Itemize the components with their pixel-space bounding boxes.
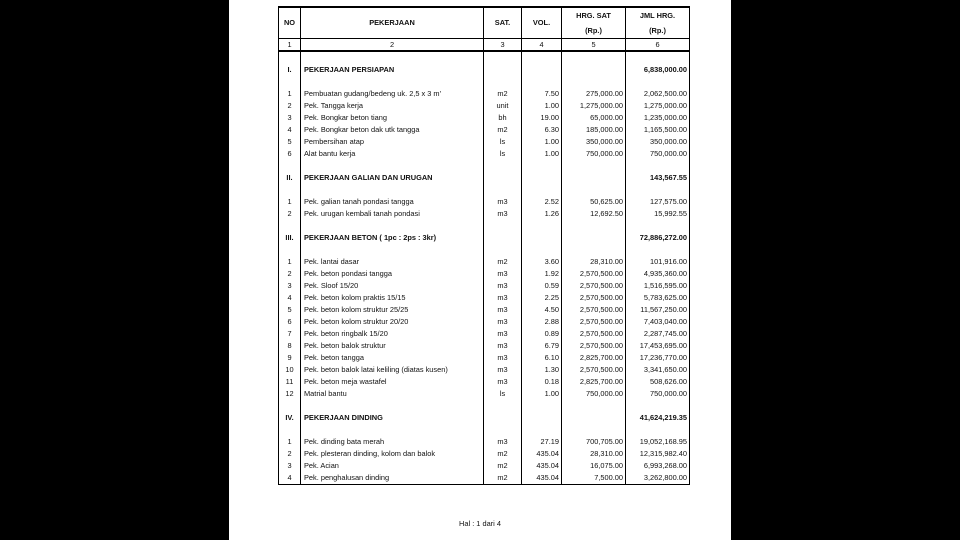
empty-cell [562,160,626,172]
empty-cell [626,244,690,256]
spacer-row [279,76,690,88]
col-number: 6 [626,39,690,52]
page-footer: Hal : 1 dari 4 [459,519,501,528]
item-amount: 350,000.00 [626,136,690,148]
empty-cell [522,220,562,232]
empty-cell [279,160,301,172]
table-row [279,328,690,340]
empty-cell [562,172,626,184]
item-volume: 1.00 [522,148,562,160]
item-amount: 17,453,695.00 [626,340,690,352]
item-name: Pek. lantai dasar [301,256,484,268]
document-page [229,0,731,540]
item-volume: 6.10 [522,352,562,364]
table-header-row [279,7,690,39]
item-amount: 750,000.00 [626,148,690,160]
item-unit-price: 28,310.00 [562,448,626,460]
item-unit-price: 2,570,500.00 [562,316,626,328]
table-row [279,124,690,136]
item-amount: 1,235,000.00 [626,112,690,124]
section-total: 143,567.55 [626,172,690,184]
item-number: 1 [279,436,301,448]
empty-cell [522,412,562,424]
section-title: PEKERJAAN GALIAN DAN URUGAN [301,172,484,184]
empty-cell [301,220,484,232]
item-number: 5 [279,304,301,316]
item-name: Pek. beton ringbalk 15/20 [301,328,484,340]
item-name: Pek. plesteran dinding, kolom dan balok [301,448,484,460]
empty-cell [626,184,690,196]
table-row [279,208,690,220]
empty-cell [484,232,522,244]
item-name: Pek. Sloof 15/20 [301,280,484,292]
item-unit: m3 [484,280,522,292]
empty-cell [626,51,690,64]
empty-cell [562,184,626,196]
item-number: 4 [279,292,301,304]
empty-cell [301,184,484,196]
item-amount: 7,403,040.00 [626,316,690,328]
item-unit-price: 28,310.00 [562,256,626,268]
empty-cell [522,160,562,172]
empty-cell [484,172,522,184]
header-hrg-sat-label: HRG. SAT [576,11,611,20]
item-volume: 4.50 [522,304,562,316]
header-jml-hrg-label: JML HRG. [639,11,676,20]
table-row [279,436,690,448]
item-unit: m3 [484,196,522,208]
item-unit-price: 275,000.00 [562,88,626,100]
empty-cell [484,64,522,76]
col-number: 3 [484,39,522,52]
header-jml-hrg [626,7,690,39]
item-name: Pek. penghalusan dinding [301,472,484,485]
empty-cell [279,400,301,412]
item-number: 7 [279,328,301,340]
item-unit: m2 [484,124,522,136]
item-unit: m2 [484,256,522,268]
item-name: Pek. beton pondasi tangga [301,268,484,280]
col-number: 5 [562,39,626,52]
cost-table [278,6,690,485]
spacer-row [279,184,690,196]
section-title: PEKERJAAN PERSIAPAN [301,64,484,76]
item-amount: 2,287,745.00 [626,328,690,340]
item-unit-price: 7,500.00 [562,472,626,485]
empty-cell [522,76,562,88]
item-amount: 6,993,268.00 [626,460,690,472]
table-row [279,304,690,316]
item-amount: 101,916.00 [626,256,690,268]
item-unit-price: 185,000.00 [562,124,626,136]
item-volume: 1.26 [522,208,562,220]
table-body [279,51,690,485]
item-unit: unit [484,100,522,112]
table-row [279,136,690,148]
item-number: 2 [279,208,301,220]
item-volume: 2.25 [522,292,562,304]
item-amount: 4,935,360.00 [626,268,690,280]
item-unit: m3 [484,364,522,376]
empty-cell [279,244,301,256]
empty-cell [562,232,626,244]
item-volume: 435.04 [522,448,562,460]
item-unit: m3 [484,268,522,280]
table-row [279,316,690,328]
item-number: 5 [279,136,301,148]
item-amount: 11,567,250.00 [626,304,690,316]
item-volume: 3.60 [522,256,562,268]
item-volume: 435.04 [522,460,562,472]
table-row [279,268,690,280]
item-number: 1 [279,256,301,268]
empty-cell [626,424,690,436]
item-number: 3 [279,280,301,292]
table-row [279,88,690,100]
item-unit-price: 16,075.00 [562,460,626,472]
empty-cell [626,160,690,172]
table-row [279,100,690,112]
table-row [279,340,690,352]
item-volume: 7.50 [522,88,562,100]
item-name: Pek. Tangga kerja [301,100,484,112]
item-amount: 1,275,000.00 [626,100,690,112]
item-volume: 0.89 [522,328,562,340]
item-unit-price: 2,570,500.00 [562,364,626,376]
table-row [279,280,690,292]
item-number: 8 [279,340,301,352]
section-number: I. [279,64,301,76]
empty-cell [522,232,562,244]
item-unit: m3 [484,328,522,340]
item-unit: m3 [484,292,522,304]
empty-cell [562,400,626,412]
empty-cell [484,244,522,256]
item-name: Pek. Acian [301,460,484,472]
section-number: III. [279,232,301,244]
table-row [279,196,690,208]
item-unit: ls [484,388,522,400]
item-unit-price: 2,570,500.00 [562,268,626,280]
empty-cell [522,64,562,76]
col-number: 4 [522,39,562,52]
item-unit-price: 2,570,500.00 [562,328,626,340]
item-unit-price: 2,570,500.00 [562,304,626,316]
item-number: 3 [279,112,301,124]
header-jml-hrg-unit: (Rp.) [649,26,666,35]
item-unit-price: 50,625.00 [562,196,626,208]
section-total: 6,838,000.00 [626,64,690,76]
header-hrg-sat-unit: (Rp.) [585,26,602,35]
empty-cell [279,76,301,88]
item-number: 3 [279,460,301,472]
item-amount: 15,992.55 [626,208,690,220]
item-unit-price: 750,000.00 [562,388,626,400]
item-name: Pembuatan gudang/bedeng uk. 2,5 x 3 m' [301,88,484,100]
item-name: Matrial bantu [301,388,484,400]
empty-cell [522,172,562,184]
item-number: 2 [279,100,301,112]
empty-cell [301,51,484,64]
spacer-row [279,160,690,172]
item-amount: 12,315,982.40 [626,448,690,460]
item-amount: 3,341,650.00 [626,364,690,376]
empty-cell [562,244,626,256]
section-number: IV. [279,412,301,424]
table-row [279,472,690,485]
item-name: Pek. beton tangga [301,352,484,364]
item-name: Pembersihan atap [301,136,484,148]
empty-cell [562,51,626,64]
item-amount: 1,516,595.00 [626,280,690,292]
empty-cell [522,244,562,256]
item-name: Pek. dinding bata merah [301,436,484,448]
section-total: 41,624,219.35 [626,412,690,424]
item-volume: 0.59 [522,280,562,292]
empty-cell [301,244,484,256]
item-unit: bh [484,112,522,124]
empty-cell [626,76,690,88]
item-volume: 19.00 [522,112,562,124]
empty-cell [562,64,626,76]
item-unit-price: 2,825,700.00 [562,352,626,364]
section-row [279,412,690,424]
item-volume: 2.88 [522,316,562,328]
item-number: 10 [279,364,301,376]
table-row [279,112,690,124]
empty-cell [562,220,626,232]
header-vol: VOL. [522,7,562,39]
item-unit-price: 12,692.50 [562,208,626,220]
empty-cell [562,424,626,436]
table-row [279,376,690,388]
item-name: Pek. galian tanah pondasi tangga [301,196,484,208]
empty-cell [301,400,484,412]
empty-cell [562,76,626,88]
item-amount: 508,626.00 [626,376,690,388]
item-number: 4 [279,472,301,485]
item-name: Pek. beton meja wastafel [301,376,484,388]
empty-cell [301,76,484,88]
item-number: 6 [279,316,301,328]
item-unit: m3 [484,376,522,388]
item-unit-price: 2,570,500.00 [562,280,626,292]
item-unit-price: 2,825,700.00 [562,376,626,388]
item-number: 6 [279,148,301,160]
section-row [279,172,690,184]
header-pekerjaan: PEKERJAAN [301,7,484,39]
item-name: Pek. beton balok latai keliling (diatas kusen) [301,364,484,376]
section-number: II. [279,172,301,184]
item-number: 4 [279,124,301,136]
item-unit: m3 [484,304,522,316]
item-unit-price: 1,275,000.00 [562,100,626,112]
spacer-row [279,51,690,64]
item-name: Pek. beton kolom struktur 20/20 [301,316,484,328]
table-row [279,460,690,472]
item-volume: 435.04 [522,472,562,485]
item-unit-price: 2,570,500.00 [562,340,626,352]
item-unit-price: 350,000.00 [562,136,626,148]
empty-cell [279,424,301,436]
item-unit-price: 700,705.00 [562,436,626,448]
empty-cell [279,184,301,196]
empty-cell [562,412,626,424]
item-amount: 1,165,500.00 [626,124,690,136]
item-amount: 17,236,770.00 [626,352,690,364]
header-hrg-sat [562,7,626,39]
empty-cell [279,51,301,64]
spacer-row [279,400,690,412]
section-row [279,232,690,244]
item-volume: 1.00 [522,136,562,148]
empty-cell [484,184,522,196]
item-amount: 5,783,625.00 [626,292,690,304]
item-unit: m2 [484,472,522,485]
empty-cell [301,424,484,436]
header-no: NO [279,7,301,39]
item-amount: 19,052,168.95 [626,436,690,448]
empty-cell [484,412,522,424]
col-number: 2 [301,39,484,52]
item-number: 2 [279,448,301,460]
item-name: Alat bantu kerja [301,148,484,160]
spacer-row [279,424,690,436]
item-number: 1 [279,88,301,100]
item-volume: 1.30 [522,364,562,376]
item-volume: 2.52 [522,196,562,208]
item-volume: 0.18 [522,376,562,388]
empty-cell [301,160,484,172]
item-number: 11 [279,376,301,388]
table-row [279,256,690,268]
empty-cell [484,160,522,172]
item-unit: m3 [484,352,522,364]
item-volume: 1.00 [522,100,562,112]
item-name: Pek. beton balok struktur [301,340,484,352]
table-row [279,148,690,160]
item-name: Pek. Bongkar beton dak utk tangga [301,124,484,136]
col-number: 1 [279,39,301,52]
item-volume: 6.79 [522,340,562,352]
item-amount: 750,000.00 [626,388,690,400]
empty-cell [522,424,562,436]
table-row [279,388,690,400]
item-unit-price: 750,000.00 [562,148,626,160]
empty-cell [484,220,522,232]
item-number: 1 [279,196,301,208]
table-row [279,448,690,460]
item-number: 2 [279,268,301,280]
column-number-row [279,39,690,52]
section-total: 72,886,272.00 [626,232,690,244]
table-row [279,292,690,304]
item-unit-price: 65,000.00 [562,112,626,124]
item-unit: m3 [484,316,522,328]
item-unit: m2 [484,88,522,100]
item-name: Pek. urugan kembali tanah pondasi [301,208,484,220]
table-row [279,352,690,364]
item-volume: 27.19 [522,436,562,448]
empty-cell [484,424,522,436]
empty-cell [626,400,690,412]
section-title: PEKERJAAN DINDING [301,412,484,424]
item-amount: 127,575.00 [626,196,690,208]
item-unit: m3 [484,436,522,448]
item-unit: m3 [484,208,522,220]
item-number: 12 [279,388,301,400]
item-number: 9 [279,352,301,364]
item-amount: 3,262,800.00 [626,472,690,485]
empty-cell [279,220,301,232]
item-volume: 6.30 [522,124,562,136]
item-unit: ls [484,136,522,148]
empty-cell [484,51,522,64]
empty-cell [522,400,562,412]
item-volume: 1.92 [522,268,562,280]
item-amount: 2,062,500.00 [626,88,690,100]
item-name: Pek. beton kolom praktis 15/15 [301,292,484,304]
spacer-row [279,244,690,256]
item-unit: m2 [484,448,522,460]
empty-cell [522,184,562,196]
item-unit-price: 2,570,500.00 [562,292,626,304]
empty-cell [522,51,562,64]
item-unit: m2 [484,460,522,472]
item-volume: 1.00 [522,388,562,400]
section-row [279,64,690,76]
item-name: Pek. Bongkar beton tiang [301,112,484,124]
item-name: Pek. beton kolom struktur 25/25 [301,304,484,316]
header-sat: SAT. [484,7,522,39]
empty-cell [484,400,522,412]
item-unit: ls [484,148,522,160]
section-title: PEKERJAAN BETON ( 1pc : 2ps : 3kr) [301,232,484,244]
spacer-row [279,220,690,232]
item-unit: m3 [484,340,522,352]
table-row [279,364,690,376]
empty-cell [626,220,690,232]
empty-cell [484,76,522,88]
